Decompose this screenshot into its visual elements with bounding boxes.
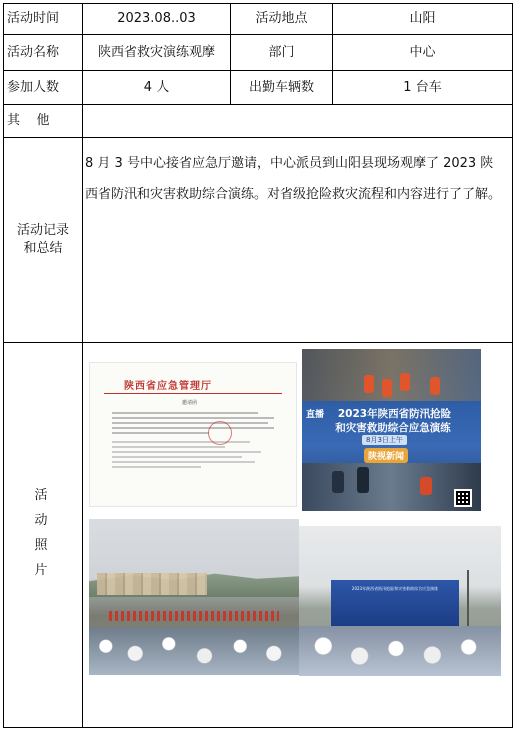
label-record-line1: 活动记录 (16, 223, 69, 239)
poster-brand: 陕视新闻 (364, 448, 408, 463)
label-department: 部门 (268, 44, 295, 60)
label-participants: 参加人数 (7, 79, 60, 95)
letter-header: 陕西省应急管理厅 (124, 381, 212, 392)
letter-header-rule (104, 393, 282, 394)
photo-broadcast-poster (302, 349, 481, 511)
label-other: 其 他 (7, 113, 50, 129)
flag-pole (467, 570, 469, 630)
poster-title-line1: 2023年陕西省防汛抢险 (337, 408, 452, 420)
photo-label-char: 照 (34, 538, 48, 553)
value-activity-location: 山阳 (409, 11, 436, 27)
photo-stage-banner (299, 526, 501, 676)
label-activity-location: 活动地点 (255, 11, 308, 27)
buildings (97, 573, 207, 595)
value-activity-name: 陕西省救灾演练观摩 (97, 44, 215, 60)
label-activity-photos (31, 483, 51, 583)
rescuer-figure (430, 377, 440, 395)
qr-code-icon (454, 489, 472, 507)
poster-title-line2: 和灾害救助综合应急演练 (335, 422, 451, 434)
record-summary-text: 8 月 3 号中心接省应急厅邀请，中心派员到山阳县现场观摩了 2023 陕西省防汛和灾害救助综合演练。对省级抢险救灾流程和内容进行了了解。 (85, 156, 502, 202)
stage-banner-text: 2023年陕西省防汛抢险和灾害救助综合应急演练 (351, 586, 439, 591)
value-department: 中心 (409, 44, 436, 60)
letter-subheader: 邀请函 (182, 400, 198, 406)
value-vehicles: 1 台车 (403, 79, 442, 95)
label-vehicles: 出勤车辆数 (248, 79, 314, 95)
label-activity-time: 活动时间 (7, 11, 60, 27)
audience (299, 626, 501, 676)
row-divider (4, 342, 512, 343)
rescuer-figure (382, 379, 392, 397)
photo-drill-site (89, 519, 299, 675)
label-activity-name: 活动名称 (7, 44, 60, 60)
official-seal-icon (208, 421, 232, 445)
photo-label-char: 活 (34, 488, 48, 503)
rescuer-figure (364, 375, 374, 393)
letter-text-lines (112, 409, 274, 471)
poster-live-tag: 直播 (306, 410, 325, 420)
rescuer-figure (332, 471, 344, 493)
photo-label-char: 片 (34, 563, 48, 578)
rescuer-figure (400, 373, 410, 391)
red-flags-row (109, 611, 279, 621)
label-record-line2: 和总结 (23, 241, 63, 256)
value-participants: 4 人 (143, 79, 170, 95)
audience (89, 627, 299, 675)
label-record-summary (4, 138, 82, 342)
rescuer-figure (420, 477, 432, 495)
column-divider (82, 4, 83, 727)
value-activity-time: 2023.08..03 (117, 11, 196, 27)
poster-date: 8月3日上午 (362, 435, 407, 445)
photo-invitation-letter (89, 362, 297, 507)
rescuer-figure (357, 467, 369, 493)
photo-label-char: 动 (34, 513, 48, 528)
